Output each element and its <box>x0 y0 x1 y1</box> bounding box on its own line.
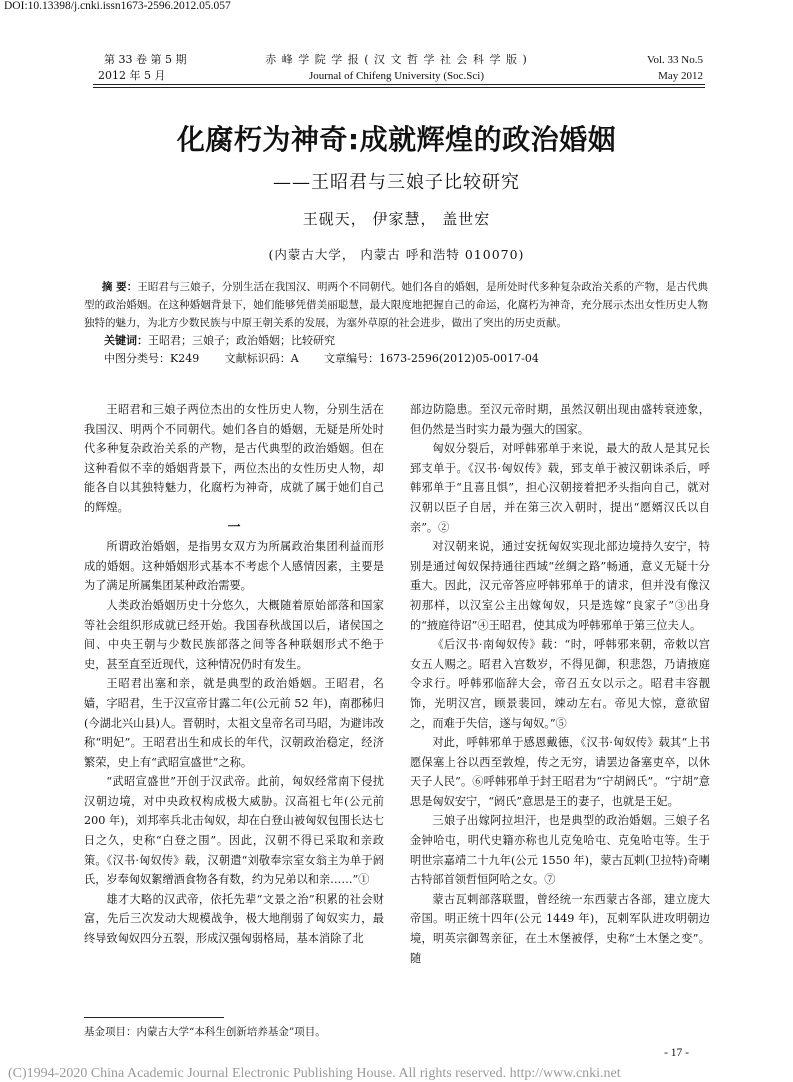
body-paragraph: 雄才大略的汉武帝，依托先辈“文景之治”积累的社会财富，先后三次发动大规模战争，极大地削弱了匈奴实力，最终导致匈奴四分五裂，形成汉强匈弱格局，基本消除了北 <box>84 892 384 946</box>
abstract-text: 王昭君与三娘子，分别生活在我国汉、明两个不同朝代。她们各自的婚姻，是所处时代多种复杂政治关系的产物，是古代典型的政治婚姻。在这种婚姻背景下，她们能够凭借美丽聪慧，最大限度地把握自己的命运，化腐朽为神奇，充分展示杰出女性历史人物独特的魅力，为北方少数民族与中原王朝关系的发展，为塞外草原的社会进步，做出了突出的历史贡献。 <box>84 281 708 329</box>
paper-affiliation: (内蒙古大学， 内蒙古 呼和浩特 010070) <box>268 247 525 262</box>
body-paragraph: 匈奴分裂后，对呼韩邪单于来说，最大的敌人是其兄长郅支单于。《汉书·匈奴传》载，郅支单于被汉朝诛杀后，呼韩邪单于“且喜且惧”，担心汉朝接着把矛头指向自己，就对汉朝以臣子自居，并在第三次入朝时，提出“愿婿汉氏以自亲”。② <box>410 442 710 534</box>
body-paragraph: 三娘子出嫁阿拉坦汗，也是典型的政治婚姻。三娘子名金钟哈屯，明代史籍亦称也儿克兔哈屯、克兔哈屯等。生于明世宗嘉靖二十九年(公元 1550 年)，蒙古瓦剌(卫拉特)奇喇古特部首领哲恒阿哈之女。⑦ <box>410 814 710 887</box>
paper-authors: 王砚天， 伊家慧， 盖世宏 <box>302 210 491 228</box>
abstract-label: 摘 要： <box>101 281 138 293</box>
keywords-label: 关键词： <box>104 334 148 347</box>
left-column <box>84 400 384 949</box>
header-journal-cn: 赤 峰 学 院 学 报 ( 汉 文 哲 学 社 会 科 学 版 ) <box>265 53 528 66</box>
header-date: 2012 年 5 月 <box>98 69 166 82</box>
body-paragraph: 部边防隐患。至汉元帝时期，虽然汉朝出现由盛转衰迹象，但仍然是当时实力最为强大的国家。 <box>410 403 710 436</box>
paper-subtitle: ——王昭君与三娘子比较研究 <box>273 172 520 193</box>
paper-title: 化腐朽为神奇:成就辉煌的政治婚姻 <box>176 123 617 156</box>
document-code: 文献标识码：A <box>224 352 299 365</box>
header-journal-en: Journal of Chifeng University (Soc.Sci) <box>308 70 485 82</box>
keywords-text: 王昭君；三娘子；政治婚姻；比较研究 <box>148 334 335 347</box>
header-vol-no: Vol. 33 No.5 <box>646 54 703 66</box>
doi-line: DOI:10.13398/j.cnki.issn1673-2596.2012.05.057 <box>4 0 231 12</box>
header-vol-en <box>647 52 703 84</box>
body-paragraph: 人类政治婚姻历史十分悠久，大概随着原始部落和国家等社会组织形成就已经开始。我国春秋战国以后，诸侯国之间、中央王朝与少数民族部落之间等各种联姻形式不绝于史，甚至直至近现代，这种情况仍时有发生。 <box>84 598 384 671</box>
footnote-rule <box>84 1017 224 1018</box>
page-number: - 17 - <box>664 1047 689 1059</box>
header-month-year: May 2012 <box>658 70 703 82</box>
body-paragraph: 对此，呼韩邪单于感恩戴德，《汉书·匈奴传》载其“上书愿保塞上谷以西至敦煌，传之无穷，请罢边备塞吏卒，以休天子人民”。⑥呼韩邪单于封王昭君为“宁胡阏氏”。“宁胡”意思是匈奴安宁，“阏氏”意思是王的妻子，也就是王妃。 <box>410 736 710 808</box>
header-rule-thick <box>93 84 705 85</box>
abstract-block <box>84 278 708 368</box>
right-column <box>410 400 710 968</box>
classification-line <box>84 350 708 368</box>
body-paragraph: 王昭君出塞和亲，就是典型的政治婚姻。王昭君，名嫱，字昭君，生于汉宣帝甘露二年(公元前 52 年)，南郡秭归(今湖北兴山县)人。晋朝时，太祖文皇帝名司马昭，为避讳改称“明妃”。王昭君出生和成长的年代，汉朝政治稳定，经济繁荣，史上有“武昭宣盛世”之称。 <box>84 677 384 769</box>
body-paragraph: 所谓政治婚姻，是指男女双方为所属政治集团利益而形成的婚姻。这种婚姻形式基本不考虑个人感情因素，主要是为了满足所属集团某种政治需要。 <box>84 540 384 593</box>
body-paragraph: 《后汉书·南匈奴传》载：“时，呼韩邪来朝，帝敕以宫女五人赐之。昭君入宫数岁，不得见御，积悲怨，乃请掖庭令求行。呼韩邪临辞大会，帝召五女以示之。昭君丰容靓饰，光明汉宫，顾景裴回，竦动左右。帝见大惊，意欲留之，而难于失信，遂与匈奴。”⑤ <box>410 638 710 730</box>
copyright-watermark: (C)1994-2020 China Academic Journal Electronic Publishing House. All rights reserved. http://www.cnki.net <box>8 1066 621 1081</box>
intro-paragraph: 王昭君和三娘子两位杰出的女性历史人物，分别生活在我国汉、明两个不同朝代。她们各自的婚姻，无疑是所处时代多种复杂政治关系的产物，是古代典型的政治婚姻。但在这种看似不幸的婚姻背景下，两位杰出的女性历史人物，却能各自以其独特魅力，化腐朽为神奇，成就了属于她们自己的辉煌。 <box>84 403 384 514</box>
section-heading-1: 一 <box>227 519 241 535</box>
keywords <box>84 332 708 350</box>
article-number: 文章编号：1673-2596(2012)05-0017-04 <box>324 352 539 365</box>
abstract <box>84 278 708 332</box>
header-volume-issue: 第 33 卷 第 5 期 <box>104 53 187 66</box>
body-paragraph: “武昭宣盛世”开创于汉武帝。此前，匈奴经常南下侵扰汉朝边境，对中央政权构成极大威胁。汉高祖七年(公元前 200 年)，刘邦率兵北击匈奴，却在白登山被匈奴包围长达七日之久，史称“白登之围”。因此，汉朝不得已采取和亲政策。《汉书·匈奴传》载，汉朝遣“刘敬奉宗室女翁主为单于阏氏，岁奉匈奴絮缯酒食物各有数，约为兄弟以和亲……”① <box>84 775 384 887</box>
header-rule-thin <box>93 87 705 88</box>
funding-footnote: 基金项目：内蒙古大学“本科生创新培养基金”项目。 <box>84 1026 326 1038</box>
clc-number: 中图分类号：K249 <box>104 352 200 365</box>
body-paragraph: 蒙古瓦剌部落联盟，曾经统一东西蒙古各部，建立庞大帝国。明正统十四年(公元 1449 年)，瓦剌军队进攻明朝边境，明英宗御驾亲征，在土木堡被俘，史称“土木堡之变”。随 <box>410 892 710 965</box>
body-paragraph: 对汉朝来说，通过安抚匈奴实现北部边境持久安宁，特别是通过匈奴保持通往西域“丝绸之路”畅通，意义无疑十分重大。因此，汉元帝答应呼韩邪单于的请求，但并没有像汉初那样，以汉室公主出嫁匈奴，只是选嫁“良家子”③出身的“掖庭待诏”④王昭君，使其成为呼韩邪单于第三位夫人。 <box>410 540 710 632</box>
